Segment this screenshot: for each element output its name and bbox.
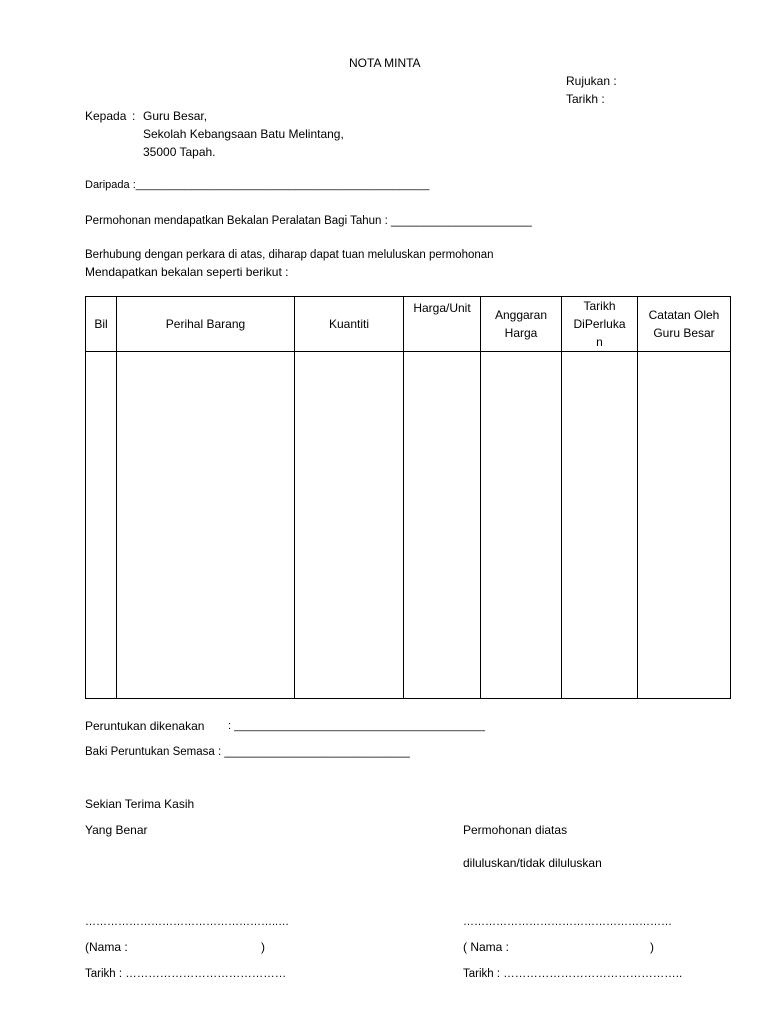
right-signature-dots: ………………………………………………… (463, 916, 672, 928)
body-line-1: Berhubung dengan perkara di atas, diharap dapat tuan meluluskan permohonan (85, 249, 494, 261)
column-header-bil: Bil (86, 297, 117, 352)
table-cell-catatan[interactable] (638, 352, 731, 699)
recipient-line-2: Sekolah Kebangsaan Batu Melintang, (143, 127, 344, 141)
right-name-open: ( Nama : (463, 940, 510, 954)
tarikh-label: Tarikh : (566, 92, 605, 106)
right-name-close: ) (650, 940, 654, 954)
recipient-separator: : (132, 109, 136, 123)
column-header-tarikh-diperlukan: Tarikh DiPerluka n (562, 297, 638, 352)
left-name-close: ) (261, 940, 265, 954)
body-line-2: Mendapatkan bekalan seperti berikut : (85, 265, 289, 279)
right-date: Tarikh : ……………………………………….. (463, 968, 683, 980)
recipient-line-3: 35000 Tapah. (143, 145, 216, 159)
table-cell-perihal-barang[interactable] (117, 352, 295, 699)
balance-line: Baki Peruntukan Semasa : _____________________________ (85, 746, 410, 758)
recipient-line-1: Guru Besar, (143, 109, 208, 123)
rujukan-label: Rujukan : (566, 74, 617, 88)
column-header-harga-unit: Harga/Unit (404, 297, 481, 352)
table-cell-tarikh-diperlukan[interactable] (562, 352, 638, 699)
closing-yours: Yang Benar (85, 823, 148, 837)
column-header-catatan: Catatan Oleh Guru Besar (638, 297, 731, 352)
left-date: Tarikh : …………………………………… (85, 968, 287, 980)
from-line: Daripada :________________________________________________ (85, 179, 430, 191)
closing-thanks: Sekian Terima Kasih (85, 797, 195, 811)
allocation-line: : _________________________________________ (228, 720, 485, 732)
column-header-kuantiti: Kuantiti (295, 297, 404, 352)
table-row (86, 352, 731, 699)
left-name-open: (Nama : (85, 940, 128, 954)
approval-line-1: Permohonan diatas (463, 823, 568, 837)
table-header-row (86, 297, 731, 352)
column-header-anggaran-harga: Anggaran Harga (481, 297, 562, 352)
recipient-label: Kepada (85, 109, 127, 123)
table-cell-kuantiti[interactable] (295, 352, 404, 699)
column-header-perihal-barang: Perihal Barang (117, 297, 295, 352)
request-table (85, 296, 731, 699)
subject-line: Permohonan mendapatkan Bekalan Peralatan Bagi Tahun : ______________________ (85, 215, 532, 227)
allocation-label: Peruntukan dikenakan (85, 719, 205, 733)
table-cell-harga-unit[interactable] (404, 352, 481, 699)
table-cell-anggaran-harga[interactable] (481, 352, 562, 699)
left-signature-dots: ……………………………………………..… (85, 916, 290, 928)
document-title: NOTA MINTA (349, 56, 421, 70)
approval-line-2: diluluskan/tidak diluluskan (463, 856, 602, 870)
table-cell-bil[interactable] (86, 352, 117, 699)
